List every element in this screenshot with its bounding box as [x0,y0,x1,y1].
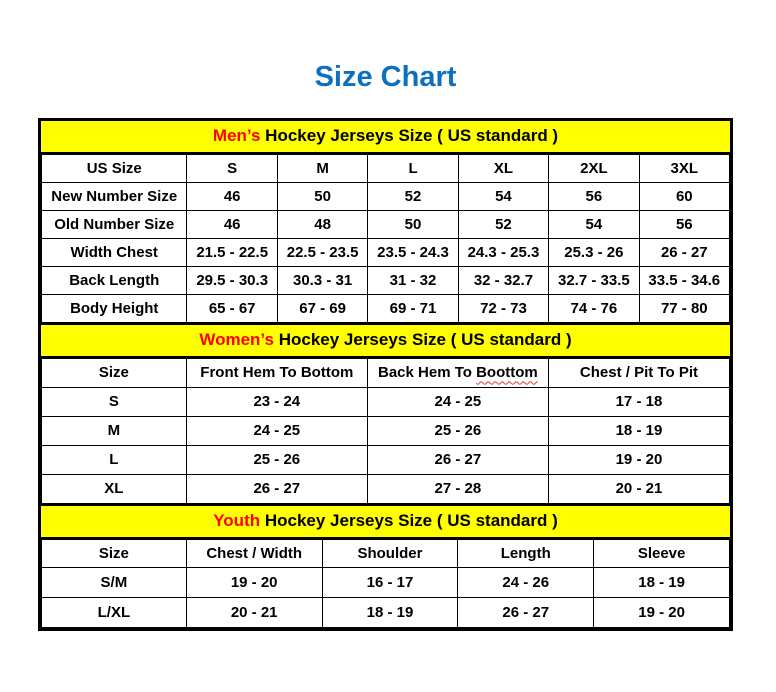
table-cell: 31 - 32 [368,266,458,294]
table-cell: 50 [368,210,458,238]
column-header: S [187,154,277,182]
page-title: Size Chart [314,61,457,93]
header-row [42,539,730,567]
table-cell: 24.3 - 25.3 [458,238,548,266]
mens-heading-highlight: Men’s [212,126,261,146]
column-header: XL [458,154,548,182]
table-cell: 26 - 27 [639,238,729,266]
table-row [42,445,730,474]
table-cell: 19 - 20 [186,567,322,597]
womens-section-header [41,323,730,358]
table-row [42,182,730,210]
table-cell: 25.3 - 26 [549,238,639,266]
table-cell: 69 - 71 [368,294,458,322]
table-cell: 56 [639,210,729,238]
table-row [42,266,730,294]
column-header: Size [42,539,187,567]
mens-section-header [41,121,730,154]
table-row [42,416,730,445]
table-cell: 74 - 76 [549,294,639,322]
table-cell: 72 - 73 [458,294,548,322]
size-chart-content [38,0,733,631]
table-row [42,210,730,238]
table-cell: 33.5 - 34.6 [639,266,729,294]
table-cell: 25 - 26 [367,416,548,445]
size-chart [38,118,733,631]
table-cell: 16 - 17 [322,567,458,597]
misspelled-word: Boottom [476,364,538,382]
column-header: Shoulder [322,539,458,567]
column-header: US Size [42,154,187,182]
column-header: 2XL [549,154,639,182]
table-cell: 67 - 69 [277,294,367,322]
column-header: Chest / Pit To Pit [548,358,729,387]
row-label: Body Height [42,294,187,322]
table-cell: 32.7 - 33.5 [549,266,639,294]
table-cell: 54 [549,210,639,238]
column-header: Chest / Width [186,539,322,567]
column-header: Back Hem To Boottom [367,358,548,387]
row-label: XL [42,474,187,503]
table-cell: 18 - 19 [548,416,729,445]
womens-heading-highlight: Women’s [199,330,274,350]
table-row [42,474,730,503]
table-cell: 18 - 19 [322,597,458,627]
row-label: M [42,416,187,445]
table-row [42,597,730,627]
column-header: Length [458,539,594,567]
table-cell: 26 - 27 [458,597,594,627]
table-cell: 24 - 25 [367,387,548,416]
youth-section [41,504,730,628]
header-row [42,358,730,387]
row-label: Old Number Size [42,210,187,238]
table-cell: 56 [549,182,639,210]
column-header: 3XL [639,154,729,182]
row-label: L/XL [42,597,187,627]
womens-size-table [41,358,730,504]
table-cell: 26 - 27 [367,445,548,474]
table-cell: 48 [277,210,367,238]
table-cell: 30.3 - 31 [277,266,367,294]
table-cell: 65 - 67 [187,294,277,322]
table-cell: 52 [458,210,548,238]
table-cell: 26 - 27 [186,474,367,503]
table-cell: 23 - 24 [186,387,367,416]
table-cell: 27 - 28 [367,474,548,503]
table-row [42,387,730,416]
table-cell: 19 - 20 [548,445,729,474]
table-cell: 77 - 80 [639,294,729,322]
mens-size-table [41,154,730,323]
column-header: Sleeve [594,539,730,567]
mens-section [41,121,730,323]
column-header: L [368,154,458,182]
row-label: New Number Size [42,182,187,210]
column-header: Size [42,358,187,387]
column-header: Front Hem To Bottom [186,358,367,387]
table-row [42,238,730,266]
table-cell: 19 - 20 [594,597,730,627]
table-cell: 21.5 - 22.5 [187,238,277,266]
row-label: S [42,387,187,416]
row-label: Back Length [42,266,187,294]
row-label: Width Chest [42,238,187,266]
table-cell: 46 [187,182,277,210]
table-cell: 22.5 - 23.5 [277,238,367,266]
table-cell: 46 [187,210,277,238]
row-label: L [42,445,187,474]
womens-section [41,323,730,504]
table-cell: 20 - 21 [548,474,729,503]
table-cell: 18 - 19 [594,567,730,597]
table-cell: 60 [639,182,729,210]
youth-size-table [41,539,730,628]
youth-section-header [41,504,730,539]
table-cell: 29.5 - 30.3 [187,266,277,294]
table-cell: 54 [458,182,548,210]
row-label: S/M [42,567,187,597]
table-cell: 17 - 18 [548,387,729,416]
table-cell: 20 - 21 [186,597,322,627]
table-row [42,294,730,322]
womens-heading-rest: Hockey Jerseys Size ( US standard ) [273,330,572,350]
table-cell: 52 [368,182,458,210]
table-cell: 25 - 26 [186,445,367,474]
table-cell: 32 - 32.7 [458,266,548,294]
youth-heading-highlight: Youth [213,511,261,531]
table-row [42,567,730,597]
table-cell: 50 [277,182,367,210]
column-header: M [277,154,367,182]
youth-heading-rest: Hockey Jerseys Size ( US standard ) [260,511,558,531]
table-cell: 24 - 26 [458,567,594,597]
table-cell: 24 - 25 [186,416,367,445]
header-row [42,154,730,182]
table-cell: 23.5 - 24.3 [368,238,458,266]
mens-heading-rest: Hockey Jerseys Size ( US standard ) [260,126,559,146]
